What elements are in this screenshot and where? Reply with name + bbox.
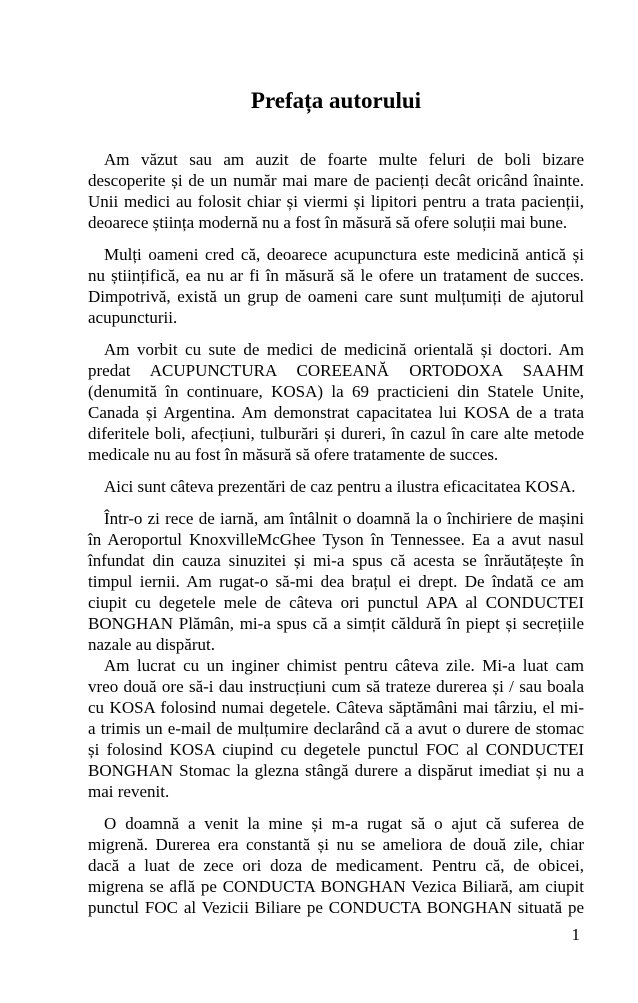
text-line: Într-o zi rece de iarnă, am întâlnit o doamnă la o închiriere de mașini bbox=[104, 509, 584, 528]
text-line: medicale nu au fost în măsură să ofere tratamente de succes. bbox=[88, 445, 499, 464]
text-line: BONGHAN Stomac la glezna stângă durere a dispărut imediat și nu a bbox=[88, 761, 584, 780]
text-line: Am lucrat cu un inginer chimist pentru câteva zile. Mi-a luat cam bbox=[104, 656, 584, 675]
text-line: (denumită în continuare, KOSA) la 69 practicieni din Statele Unite, bbox=[88, 382, 584, 401]
paragraph-6 bbox=[88, 655, 584, 802]
text-line: Dimpotrivă, există un grup de oameni care sunt mulțumiți de ajutorul bbox=[88, 287, 584, 306]
text-line: a trimis un e-mail de mulțumire declarând că a avut o durere de stomac bbox=[88, 719, 584, 738]
paragraph-2 bbox=[88, 244, 584, 328]
text-line: Unii medici au folosit chiar și viermi și lipitori pentru a trata pacienții, bbox=[88, 192, 584, 211]
paragraph-1 bbox=[88, 149, 584, 233]
text-line: mai revenit. bbox=[88, 782, 170, 801]
text-line: dacă a luat de zece ori doza de medicament. Pentru că, de obicei, bbox=[88, 856, 584, 875]
text-line: Canada și Argentina. Am demonstrat capacitatea lui KOSA de a trata bbox=[88, 403, 584, 422]
text-line: O doamnă a venit la mine și m-a rugat să o ajut că suferea de bbox=[104, 814, 584, 833]
paragraph-4 bbox=[88, 476, 584, 497]
text-line: înfundat din cauza sinuzitei și mi-a spus că acesta se înrăutățește în bbox=[88, 551, 584, 570]
text-line: vreo două ore să-i dau instrucțiuni cum să trateze durerea și / sau boala bbox=[88, 677, 584, 696]
text-line: timpul iernii. Am rugat-o să-mi dea brațul ei drept. De îndată ce am bbox=[88, 572, 584, 591]
text-line: predat ACUPUNCTURA COREEANĂ ORTODOXA SAAHM bbox=[88, 361, 584, 380]
text-line: cu KOSA folosind numai degetele. Câteva săptămâni mai târziu, el mi- bbox=[88, 698, 584, 717]
text-line: nu științifică, ea nu ar fi în măsură să le ofere un tratament de succes. bbox=[88, 266, 584, 285]
text-line: diferitele boli, afecțiuni, tulburări și dureri, în cazul în care alte metode bbox=[88, 424, 584, 443]
text-line: ciupit cu degetele mele de câteva ori punctul APA al CONDUCTEI bbox=[88, 593, 584, 612]
text-line: Aici sunt câteva prezentări de caz pentru a ilustra eficacitatea KOSA. bbox=[104, 477, 576, 496]
paragraph-5 bbox=[88, 508, 584, 655]
text-line: BONGHAN Plămân, mi-a spus că a simțit căldură în piept și secrețiile bbox=[88, 614, 584, 633]
text-line: deoarece știința modernă nu a fost în măsură să ofere soluții mai bune. bbox=[88, 213, 568, 232]
text-line: migrena se află pe CONDUCTA BONGHAN Vezica Biliară, am ciupit bbox=[88, 877, 584, 896]
page-number: 1 bbox=[571, 925, 580, 944]
paragraph-3 bbox=[88, 339, 584, 465]
text-line: și folosind KOSA ciupind cu degetele punctul FOC al CONDUCTEI bbox=[88, 740, 584, 759]
text-line: nazale au dispărut. bbox=[88, 635, 215, 654]
text-line: acupuncturii. bbox=[88, 308, 178, 327]
text-line: Mulți oameni cred că, deoarece acupunctura este medicină antică și bbox=[104, 245, 584, 264]
paragraph-7 bbox=[88, 813, 584, 918]
text-line: Am vorbit cu sute de medici de medicină orientală și doctori. Am bbox=[104, 340, 584, 359]
text-line: în Aeroportul KnoxvilleMcGhee Tyson în Tennessee. Ea a avut nasul bbox=[88, 530, 584, 549]
text-line: descoperite și de un număr mai mare de pacienți decât oricând înainte. bbox=[88, 171, 584, 190]
text-line: punctul FOC al Vezicii Biliare pe CONDUCTA BONGHAN situată pe bbox=[88, 898, 584, 917]
page-title: Prefața autorului bbox=[250, 88, 422, 113]
text-line: migrenă. Durerea era constantă și nu se ameliora de două zile, chiar bbox=[88, 835, 584, 854]
body-text bbox=[88, 149, 584, 929]
text-line: Am văzut sau am auzit de foarte multe feluri de boli bizare bbox=[104, 150, 584, 169]
